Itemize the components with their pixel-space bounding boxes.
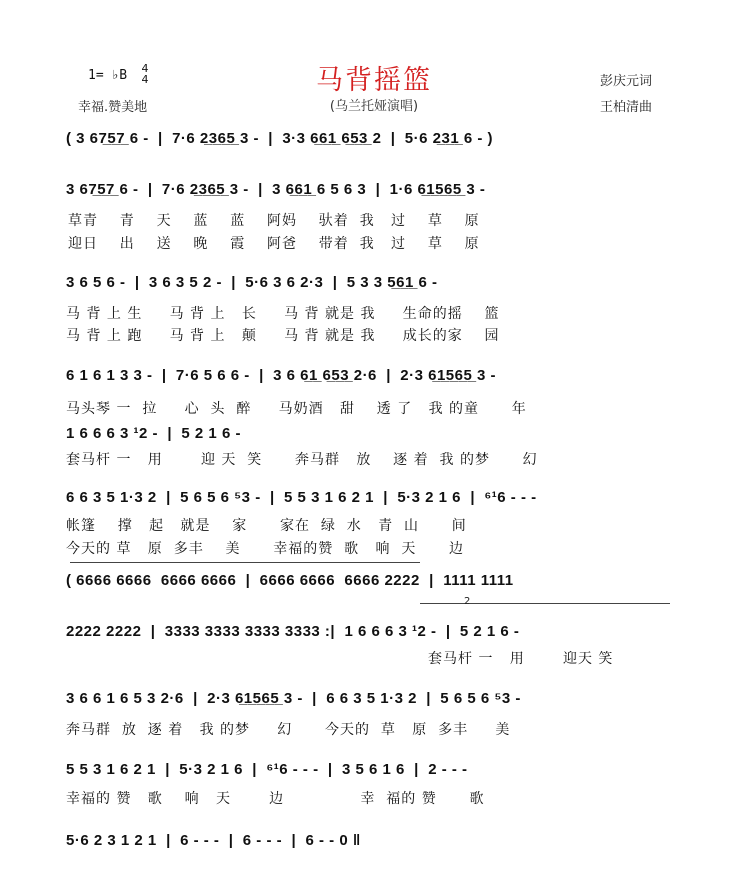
lyric-row-2a: 草青 青 天 蓝 蓝 阿妈 驮着 我 过 草 原 (68, 213, 480, 229)
lyric-row-8: 套马杆 一 用 迎天 笑 (428, 651, 614, 667)
lyric-row-2b: 迎日 出 送 晚 霞 阿爸 带着 我 过 草 原 (68, 236, 480, 252)
lyric-row-5: 套马杆 一 用 迎 天 笑 奔马群 放 逐 着 我 的梦 幻 (66, 452, 538, 468)
score-row-10: 5 5 3 1 6 2 1 | 5·3 2 1 6 | ⁶¹6 - - - | 3 5 6 1 6 | 2 - - - (66, 761, 468, 778)
lyric-row-9: 奔马群 放 逐 着 我 的梦 幻 今天的 草 原 多丰 美 (66, 722, 511, 738)
score-row-3: 3 6 5 6 - | 3 6 3 5 2 - | 5·6 3 6 2·3 | 5 3 3 5̲6̲1̲ 6 - (66, 274, 438, 291)
lyric-row-6a: 帐篷 撑 起 就是 家 家在 绿 水 青 山 间 (66, 518, 467, 534)
time-signature-top: 4 (141, 62, 149, 75)
lyric-row-4: 马头琴 一 拉 心 头 醉 马奶酒 甜 透 了 我 的童 年 (66, 401, 527, 417)
score-row-6: 6 6 3 5 1·3 2 | 5 6 5 6 ⁵3 - | 5 5 3 1 6 2 1 | 5·3 2 1 6 | ⁶¹6 - - - (66, 489, 537, 506)
composer-credit: 王柏清曲 (600, 100, 653, 115)
key-signature: 1= ♭B (88, 68, 128, 83)
lyric-row-10: 幸福的 赞 歌 响 天 边 幸 福的 赞 歌 (66, 791, 485, 807)
volta-bracket-1 (70, 562, 420, 563)
score-row-5: 1 6 6 6 3 ¹2 - | 5 2 1 6 - (66, 425, 241, 442)
lyricist-credit: 彭庆元词 (600, 74, 653, 89)
song-subtitle: (乌兰托娅演唱) (329, 99, 419, 114)
lyric-row-3b: 马 背 上 跑 马 背 上 颠 马 背 就是 我 成长的家 园 (66, 328, 500, 344)
volta-label-2: 2 (464, 596, 471, 607)
score-row-2: 3 67̲5̲7̲ 6 - | 7·6 2̲3̲6̲5̲ 3 - | 3 6̲6̲1̲ 6 5 6 3 | 1·6 6̲1̲5̲6̲5̲ 3 - (66, 181, 486, 198)
lyric-row-6b: 今天的 草 原 多丰 美 幸福的赞 歌 响 天 边 (66, 541, 465, 557)
score-row-7: ( 6666 6666 6666 6666 | 6666 6666 6666 2222 | 1111 1111 (66, 572, 514, 589)
score-row-4: 6 1 6 1 3 3 - | 7·6 5 6 6 - | 3 6 6̲1̲ 6̲5̲3̲ 2·6 | 2·3 6̲1̲5̲6̲5̲ 3 - (66, 367, 497, 384)
score-row-8: 2222 2222 | 3333 3333 3333 3333 :| 1 6 6 6 3 ¹2 - | 5 2 1 6 - (66, 623, 520, 640)
time-signature (140, 63, 150, 85)
lyric-row-3a: 马 背 上 生 马 背 上 长 马 背 就是 我 生命的摇 篮 (66, 306, 500, 322)
time-signature-bottom: 4 (141, 73, 149, 86)
mood-marking: 幸福.赞美地 (78, 100, 148, 115)
score-row-9: 3 6 6 1 6 5 3 2·6 | 2·3 6̲1̲5̲6̲5̲ 3 - | 6 6 3 5 1·3 2 | 5 6 5 6 ⁵3 - (66, 690, 521, 707)
score-row-1: ( 3 67̲5̲7̲ 6 - | 7·6 2̲3̲6̲5̲ 3 - | 3·3 6̲6̲1̲ 6̲5̲3̲ 2 | 5·6 2̲3̲1̲ 6 - ) (66, 130, 493, 147)
song-title: 马背摇篮 (316, 65, 432, 96)
score-row-11: 5·6 2 3 1 2 1 | 6 - - - | 6 - - - | 6 - - 0 ‖ (66, 832, 361, 849)
volta-bracket-2 (420, 603, 670, 604)
